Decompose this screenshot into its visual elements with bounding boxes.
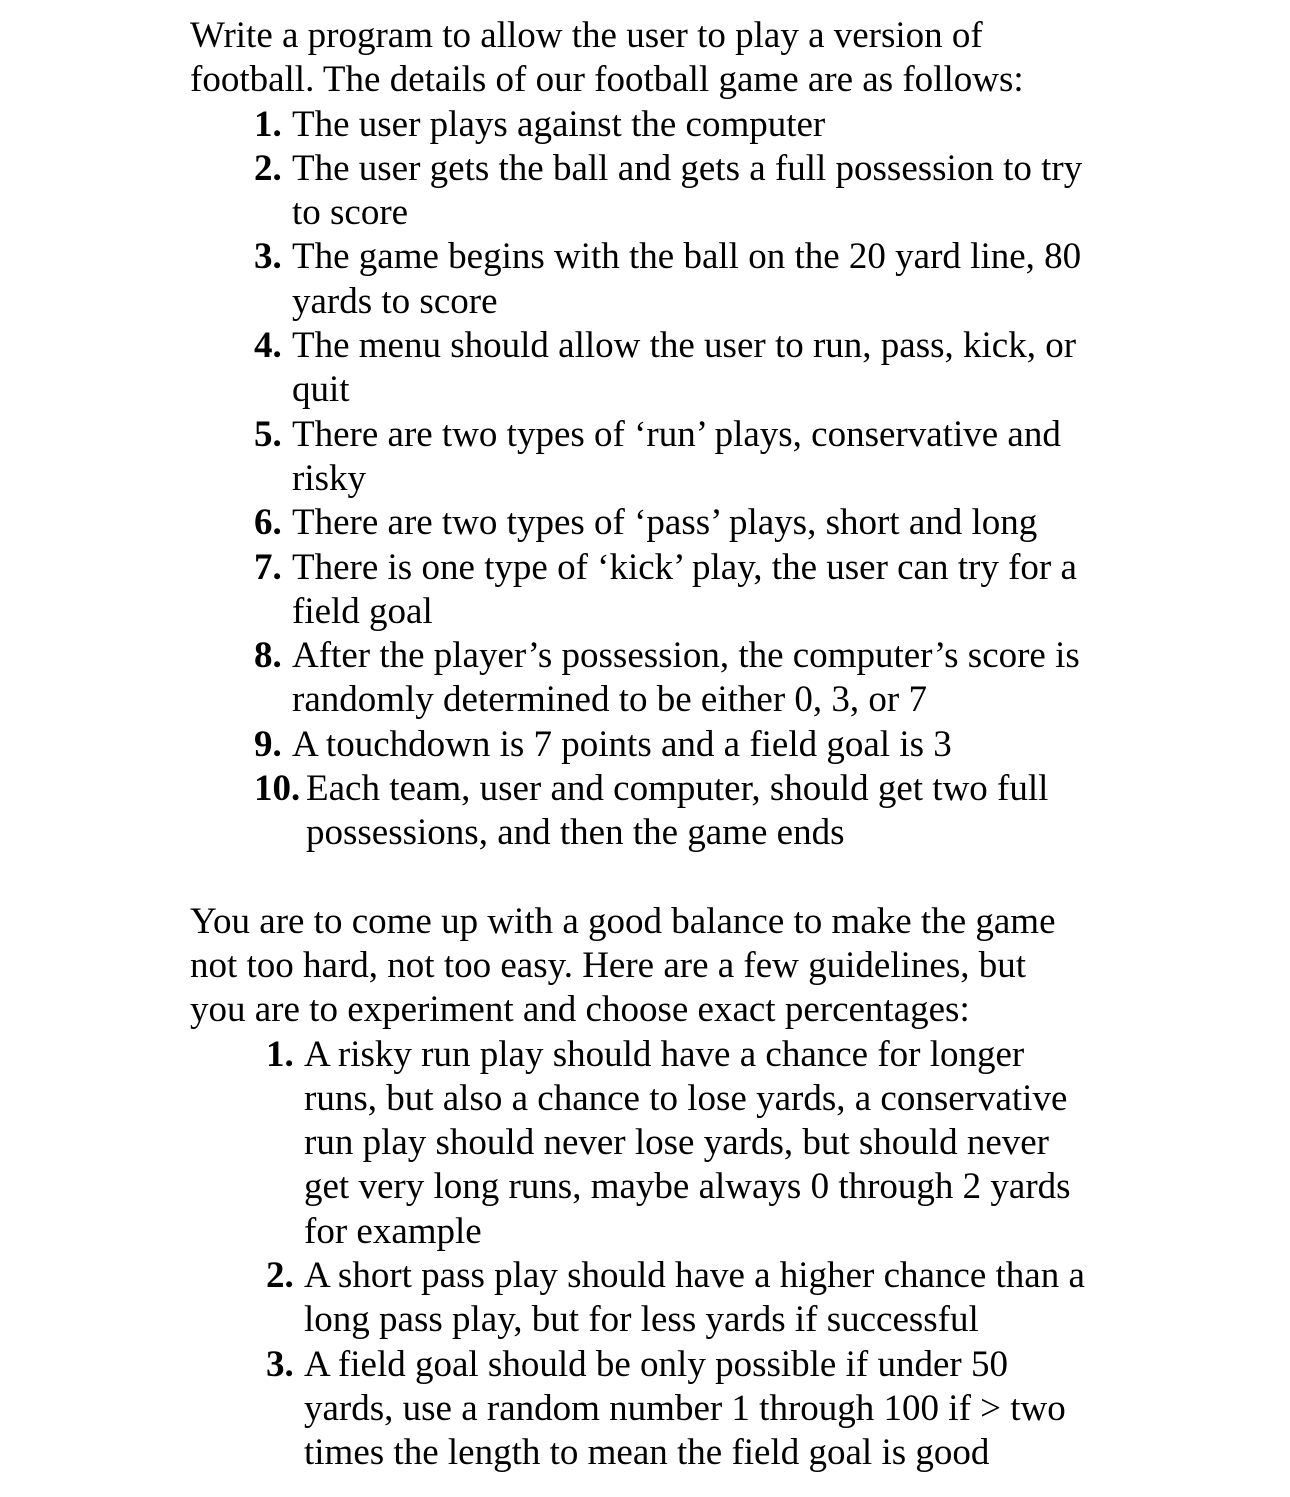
guideline-item: [266, 1343, 1116, 1476]
rule-item: [254, 501, 1114, 545]
rule-item: [254, 546, 1114, 635]
rule-text: The user gets the ball and gets a full possession to try to score: [292, 147, 1083, 234]
guideline-number: 2.: [266, 1255, 294, 1297]
rule-number: 2.: [254, 147, 282, 189]
rule-text: There is one type of ‘kick’ play, the user can try for a field goal: [292, 546, 1077, 632]
rule-number: 7.: [254, 546, 282, 588]
rule-number: 1.: [254, 103, 282, 145]
rule-text: After the player’s possession, the computer’s score is randomly determined to be either 0, 3, or 7: [292, 635, 1080, 721]
rule-item: [254, 767, 1114, 856]
rule-item: [254, 147, 1114, 236]
intro-paragraph: Write a program to allow the user to play a version of football. The details of our football game are as follows:: [190, 15, 1024, 101]
rule-text: The menu should allow the user to run, pass, kick, or quit: [292, 325, 1077, 411]
rule-text: There are two types of ‘run’ plays, conservative and risky: [292, 413, 1061, 499]
guideline-text: A risky run play should have a chance for longer runs, but also a chance to lose yards, a conservative run play should never lose yards, but should never get very long runs, maybe always 0 through 2 yards for example: [304, 1033, 1071, 1252]
rule-item: [254, 634, 1114, 723]
rule-text: Each team, user and computer, should get two full possessions, and then the game ends: [306, 768, 1049, 854]
rule-number: 4.: [254, 325, 282, 367]
guideline-text: A short pass play should have a higher chance than a long pass play, but for less yards if successful: [304, 1255, 1085, 1341]
assignment-document: [190, 14, 1190, 1476]
rule-item: [254, 103, 1114, 147]
rule-item: [254, 723, 1114, 767]
rule-item: [254, 235, 1114, 324]
rule-number: 8.: [254, 635, 282, 677]
rule-text: The game begins with the ball on the 20 yard line, 80 yards to score: [292, 236, 1082, 322]
rule-number: 10.: [254, 768, 301, 810]
rule-text: There are two types of ‘pass’ plays, short and long: [292, 502, 1038, 544]
rule-item: [254, 324, 1114, 413]
rule-number: 3.: [254, 236, 282, 278]
guidelines-list: [190, 1033, 1116, 1476]
guideline-text: A field goal should be only possible if under 50 yards, use a random number 1 through 100 if > two times the length to mean the field goal is good: [304, 1343, 1066, 1474]
rule-item: [254, 413, 1114, 502]
paragraph-spacer: [190, 856, 1190, 900]
rule-text: A touchdown is 7 points and a field goal is 3: [292, 723, 952, 765]
guideline-item: [266, 1033, 1116, 1254]
guideline-number: 3.: [266, 1343, 294, 1385]
rule-number: 5.: [254, 413, 282, 455]
guideline-number: 1.: [266, 1033, 294, 1075]
balance-paragraph: You are to come up with a good balance to make the game not too hard, not too easy. Here are a few guidelines, but you are to experiment and choose exact percentages:: [190, 900, 1056, 1031]
rule-number: 6.: [254, 502, 282, 544]
rules-list: [190, 103, 1114, 856]
rule-text: The user plays against the computer: [292, 103, 826, 145]
guideline-item: [266, 1254, 1116, 1343]
rule-number: 9.: [254, 723, 282, 765]
